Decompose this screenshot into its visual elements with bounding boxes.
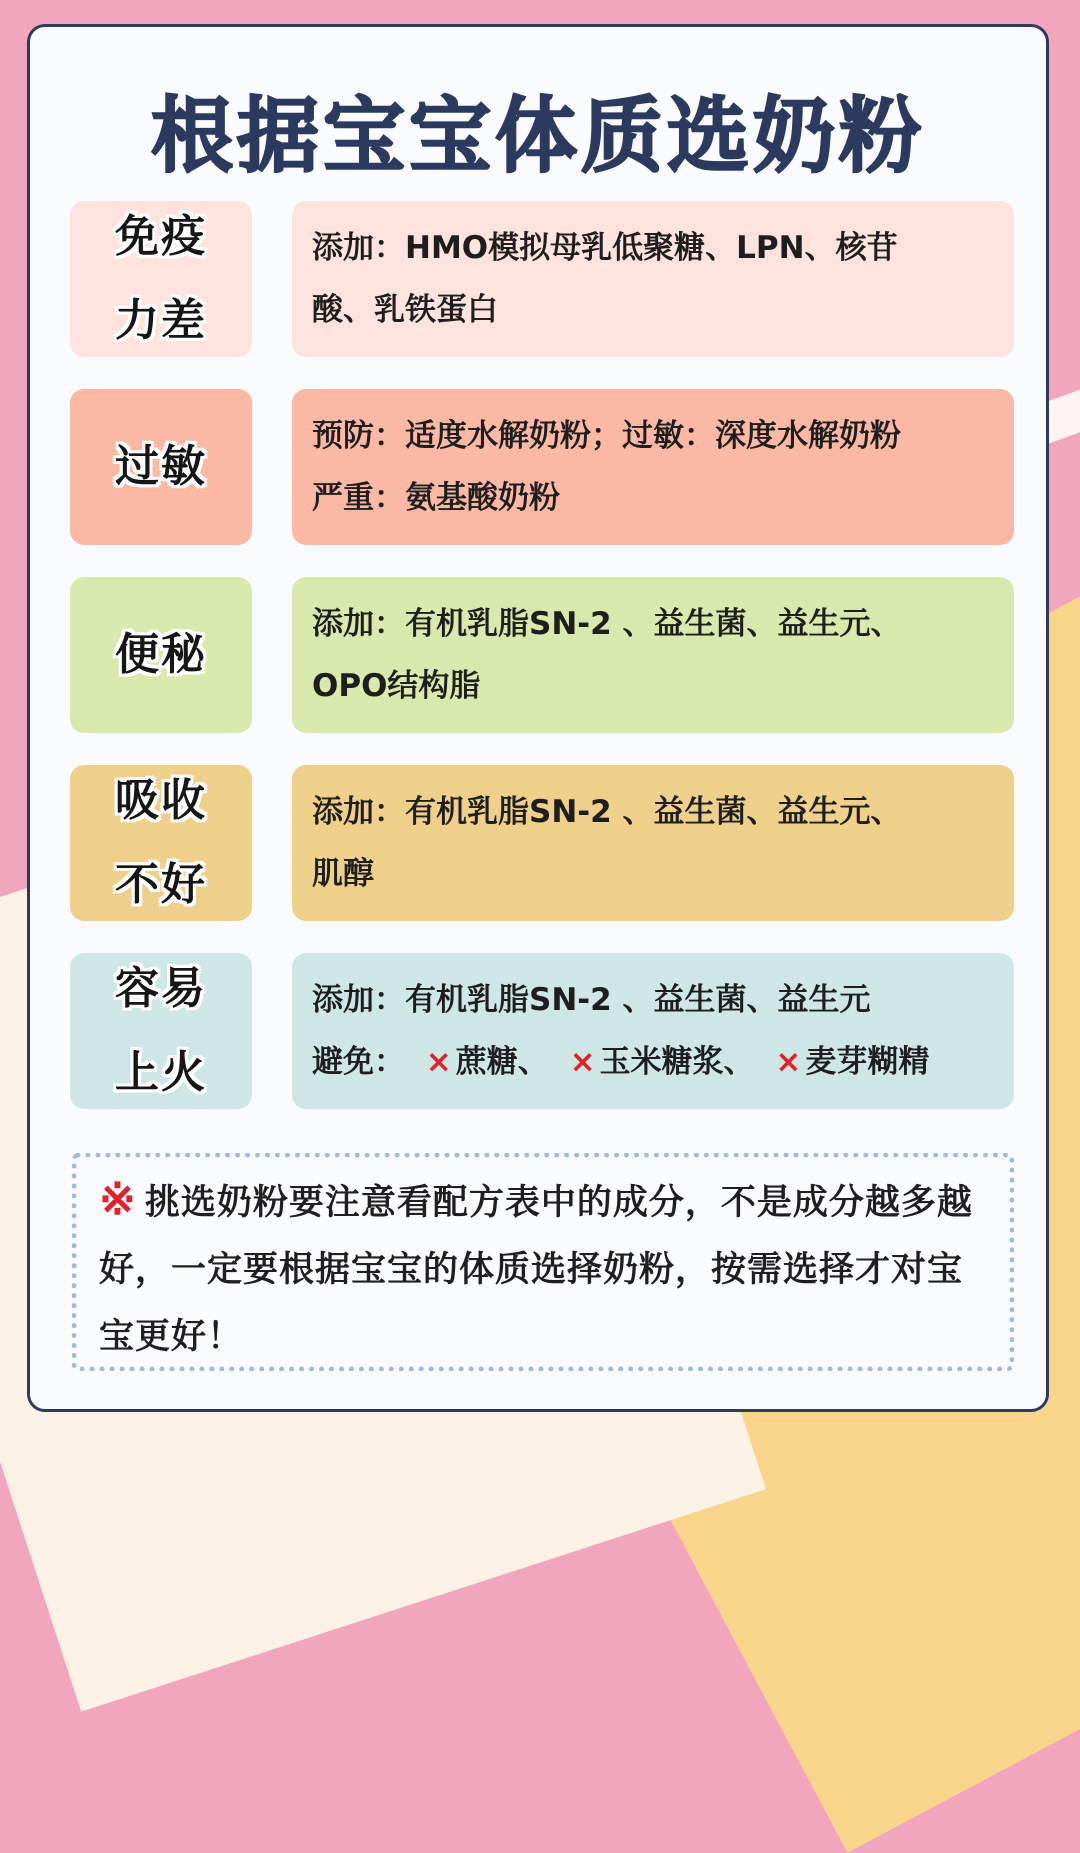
page-title: 根据宝宝体质选奶粉 xyxy=(150,89,925,184)
content-line: 添加：有机乳脂SN-2 、益生菌、益生元、 xyxy=(312,606,902,642)
content-line: 添加：有机乳脂SN-2 、益生菌、益生元、 xyxy=(312,794,902,830)
avoid-item: 蔗糖、 xyxy=(455,1044,549,1080)
row-label xyxy=(70,577,252,733)
label-line: 上火 xyxy=(115,1047,207,1098)
row-allergy xyxy=(70,389,1014,545)
label-line: 容易 xyxy=(115,963,207,1014)
row-content xyxy=(292,765,1014,921)
row-internal-heat xyxy=(70,953,1014,1109)
row-label xyxy=(70,953,252,1109)
content-line: OPO结构脂 xyxy=(312,668,481,704)
row-content xyxy=(292,389,1014,545)
tip-text: 挑选奶粉要注意看配方表中的成分，不是成分越多越好，一定要根据宝宝的体质选择奶粉，按需选择才对宝宝更好！ xyxy=(99,1182,973,1357)
tip-text-block xyxy=(99,1166,991,1370)
label-line: 不好 xyxy=(115,859,207,910)
cross-icon: × xyxy=(569,1044,596,1080)
tip-note xyxy=(72,1153,1014,1371)
label-line: 吸收 xyxy=(115,775,207,826)
cross-icon: × xyxy=(775,1044,802,1080)
row-poor-absorption xyxy=(70,765,1014,921)
avoid-line xyxy=(312,1031,996,1093)
row-immunity xyxy=(70,201,1014,357)
avoid-item: 麦芽糊精 xyxy=(805,1044,930,1080)
label-line: 力差 xyxy=(115,295,207,346)
cross-icon: × xyxy=(425,1044,452,1080)
avoid-item: 玉米糖浆、 xyxy=(599,1044,755,1080)
label-line: 免疫 xyxy=(115,211,207,262)
avoid-prefix: 避免： xyxy=(312,1044,405,1080)
content-line: 酸、乳铁蛋白 xyxy=(312,292,498,328)
row-label xyxy=(70,389,252,545)
row-content xyxy=(292,201,1014,357)
reference-mark-icon: ※ xyxy=(99,1174,137,1225)
info-card xyxy=(27,24,1049,1412)
content-line: 肌醇 xyxy=(312,856,374,892)
label-line: 过敏 xyxy=(115,441,207,492)
content-line: 添加：有机乳脂SN-2 、益生菌、益生元 xyxy=(312,982,871,1018)
row-content xyxy=(292,577,1014,733)
content-line: 添加：HMO模拟母乳低聚糖、LPN、核苷 xyxy=(312,230,898,266)
row-content xyxy=(292,953,1014,1109)
row-label xyxy=(70,201,252,357)
content-line: 严重：氨基酸奶粉 xyxy=(312,480,560,516)
row-label xyxy=(70,765,252,921)
row-constipation xyxy=(70,577,1014,733)
label-line: 便秘 xyxy=(115,629,207,680)
content-line: 预防：适度水解奶粉；过敏：深度水解奶粉 xyxy=(312,418,901,454)
